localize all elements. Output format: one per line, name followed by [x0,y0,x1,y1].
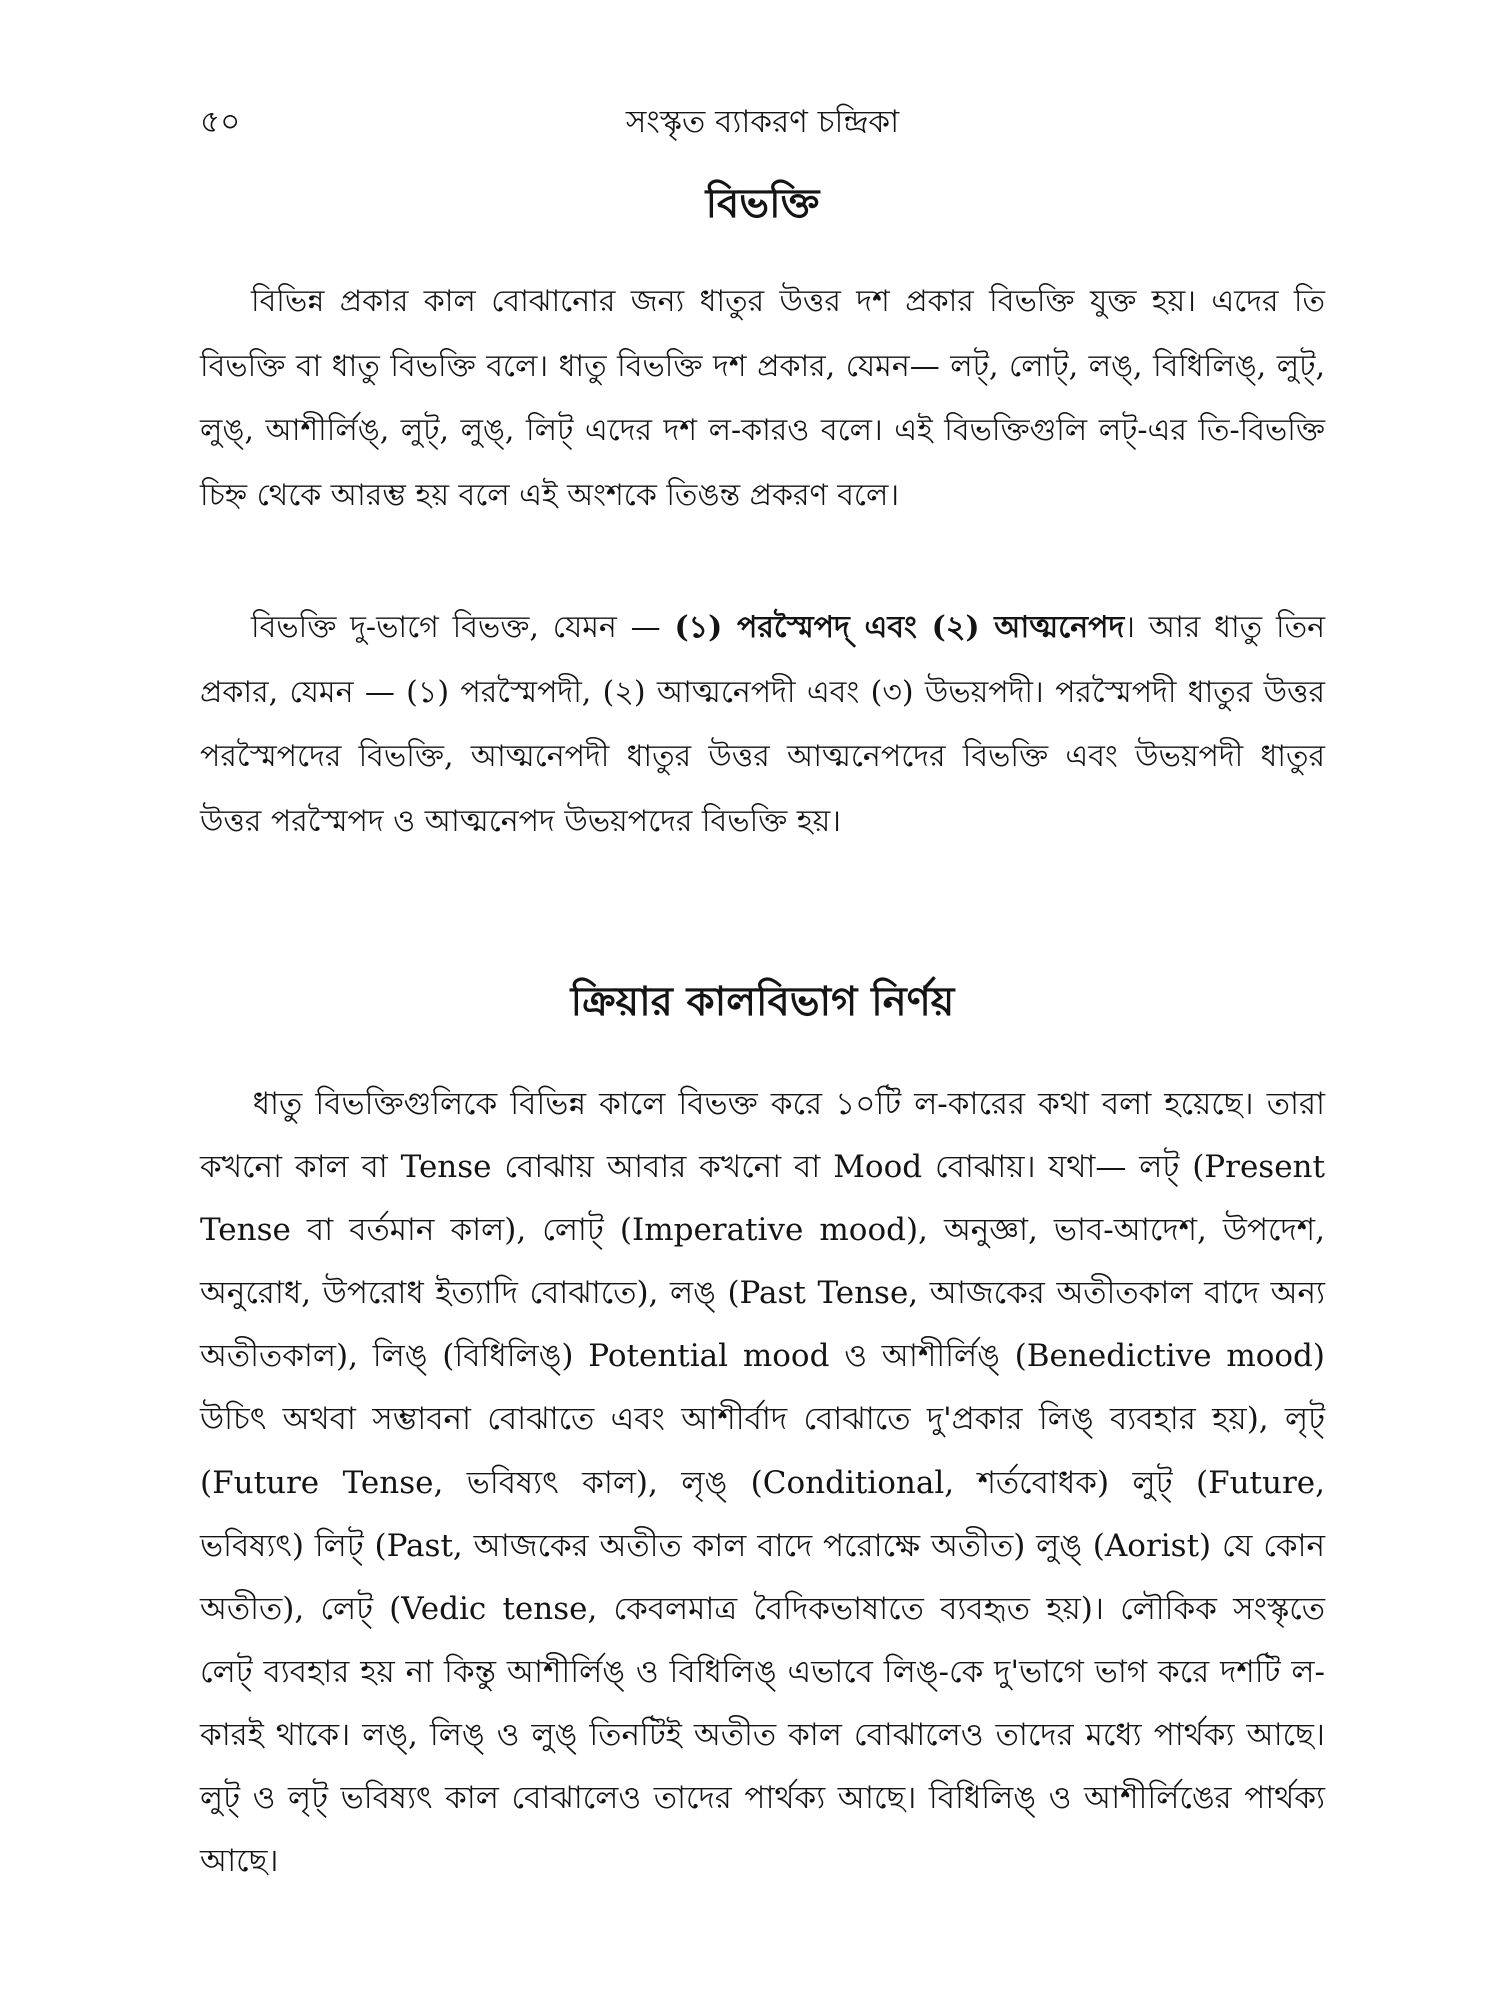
paragraph-bibhakti-intro: বিভিন্ন প্রকার কাল বোঝানোর জন্য ধাতুর উত্তর দশ প্রকার বিভক্তি যুক্ত হয়। এদের তি বিভক্তি বা ধাতু বিভক্তি বলে। ধাতু বিভক্তি দশ প্রকার, যেমন— লট্, লোট্, লঙ্, বিধিলিঙ্, লুট্, লুঙ্, আশীর্লিঙ্, লুট্, লুঙ্, লিট্ এদের দশ ল-কারও বলে। এই বিভক্তিগুলি লট্-এর তি-বিভক্তি চিহ্ন থেকে আরম্ভ হয় বলে এই অংশকে তিঙন্ত প্রকরণ বলে। [200,284,1325,513]
paragraph-rest-text: । আর ধাতু তিন প্রকার, যেমন — (১) পরস্মৈপদী, (২) আত্মনেপদী এবং (৩) উভয়পদী। পরস্মৈপদী ধাতুর উত্তর পরস্মৈপদের বিভক্তি, আত্মনেপদী ধাতুর উত্তর আত্মনেপদের বিভক্তি এবং উভয়পদী ধাতুর উত্তর পরস্মৈপদ ও আত্মনেপদ উভয়পদের বিভক্তি হয়। [200,610,1325,839]
running-title: সংস্কৃত ব্যাকরণ চন্দ্রিকা [625,104,900,140]
paragraph-lakara-tenses: ধাতু বিভক্তিগুলিকে বিভিন্ন কালে বিভক্ত করে ১০টি ল-কারের কথা বলা হয়েছে। তারা কখনো কাল বা Tense বোঝায় আবার কখনো বা Mood বোঝায়। যথা— লট্ (Present Tense বা বর্তমান কাল), লোট্ (Imperative mood), অনুজ্ঞা, ভাব-আদেশ, উপদেশ, অনুরোধ, উপরোধ ইত্যাদি বোঝাতে), লঙ্ (Past Tense, আজকের অতীতকাল বাদে অন্য অতীতকাল), লিঙ্ (বিধিলিঙ্) Potential mood ও আশীর্লিঙ্ (Benedictive mood) উচিৎ অথবা সম্ভাবনা বোঝাতে এবং আশীর্বাদ বোঝাতে দু'প্রকার লিঙ্ ব্যবহার হয়), লৃট্ (Future Tense, ভবিষ্যৎ কাল), লৃঙ্ (Conditional, শর্তবোধক) লুট্ (Future, ভবিষ্যৎ) লিট্ (Past, আজকের অতীত কাল বাদে পরোক্ষে অতীত) লুঙ্ (Aorist) যে কোন অতীত), লেট্ (Vedic tense, কেবলমাত্র বৈদিকভাষাতে ব্যবহৃত হয়)। লৌকিক সংস্কৃতে লেট্ ব্যবহার হয় না কিন্তু আশীর্লিঙ্ ও বিধিলিঙ্ এভাবে লিঙ্-কে দু'ভাগে ভাগ করে দশটি ল-কারই থাকে। লঙ্, লিঙ্ ও লুঙ্ তিনটিই অতীত কাল বোঝালেও তাদের মধ্যে পার্থক্য আছে। লুট্ ও লৃট্ ভবিষ্যৎ কাল বোঝালেও তাদের পার্থক্য আছে। বিধিলিঙ্ ও আশীর্লিঙের পার্থক্য আছে। [200,1086,1325,1880]
page-number: ৫০ [200,104,241,140]
paragraph-lead-text: বিভক্তি দু-ভাগে বিভক্ত, যেমন — [251,610,675,645]
paragraph-bold-text: (১) পরস্মৈপদ্ এবং (২) আত্মনেপদ [674,610,1125,645]
section-heading-kriya-kalbibhag: ক্রিয়ার কালবিভাগ নির্ণয় [570,978,955,1025]
section-heading-bibhakti: বিভক্তি [705,180,820,227]
running-header [200,98,1325,148]
paragraph-bibhakti-types [200,596,1325,854]
